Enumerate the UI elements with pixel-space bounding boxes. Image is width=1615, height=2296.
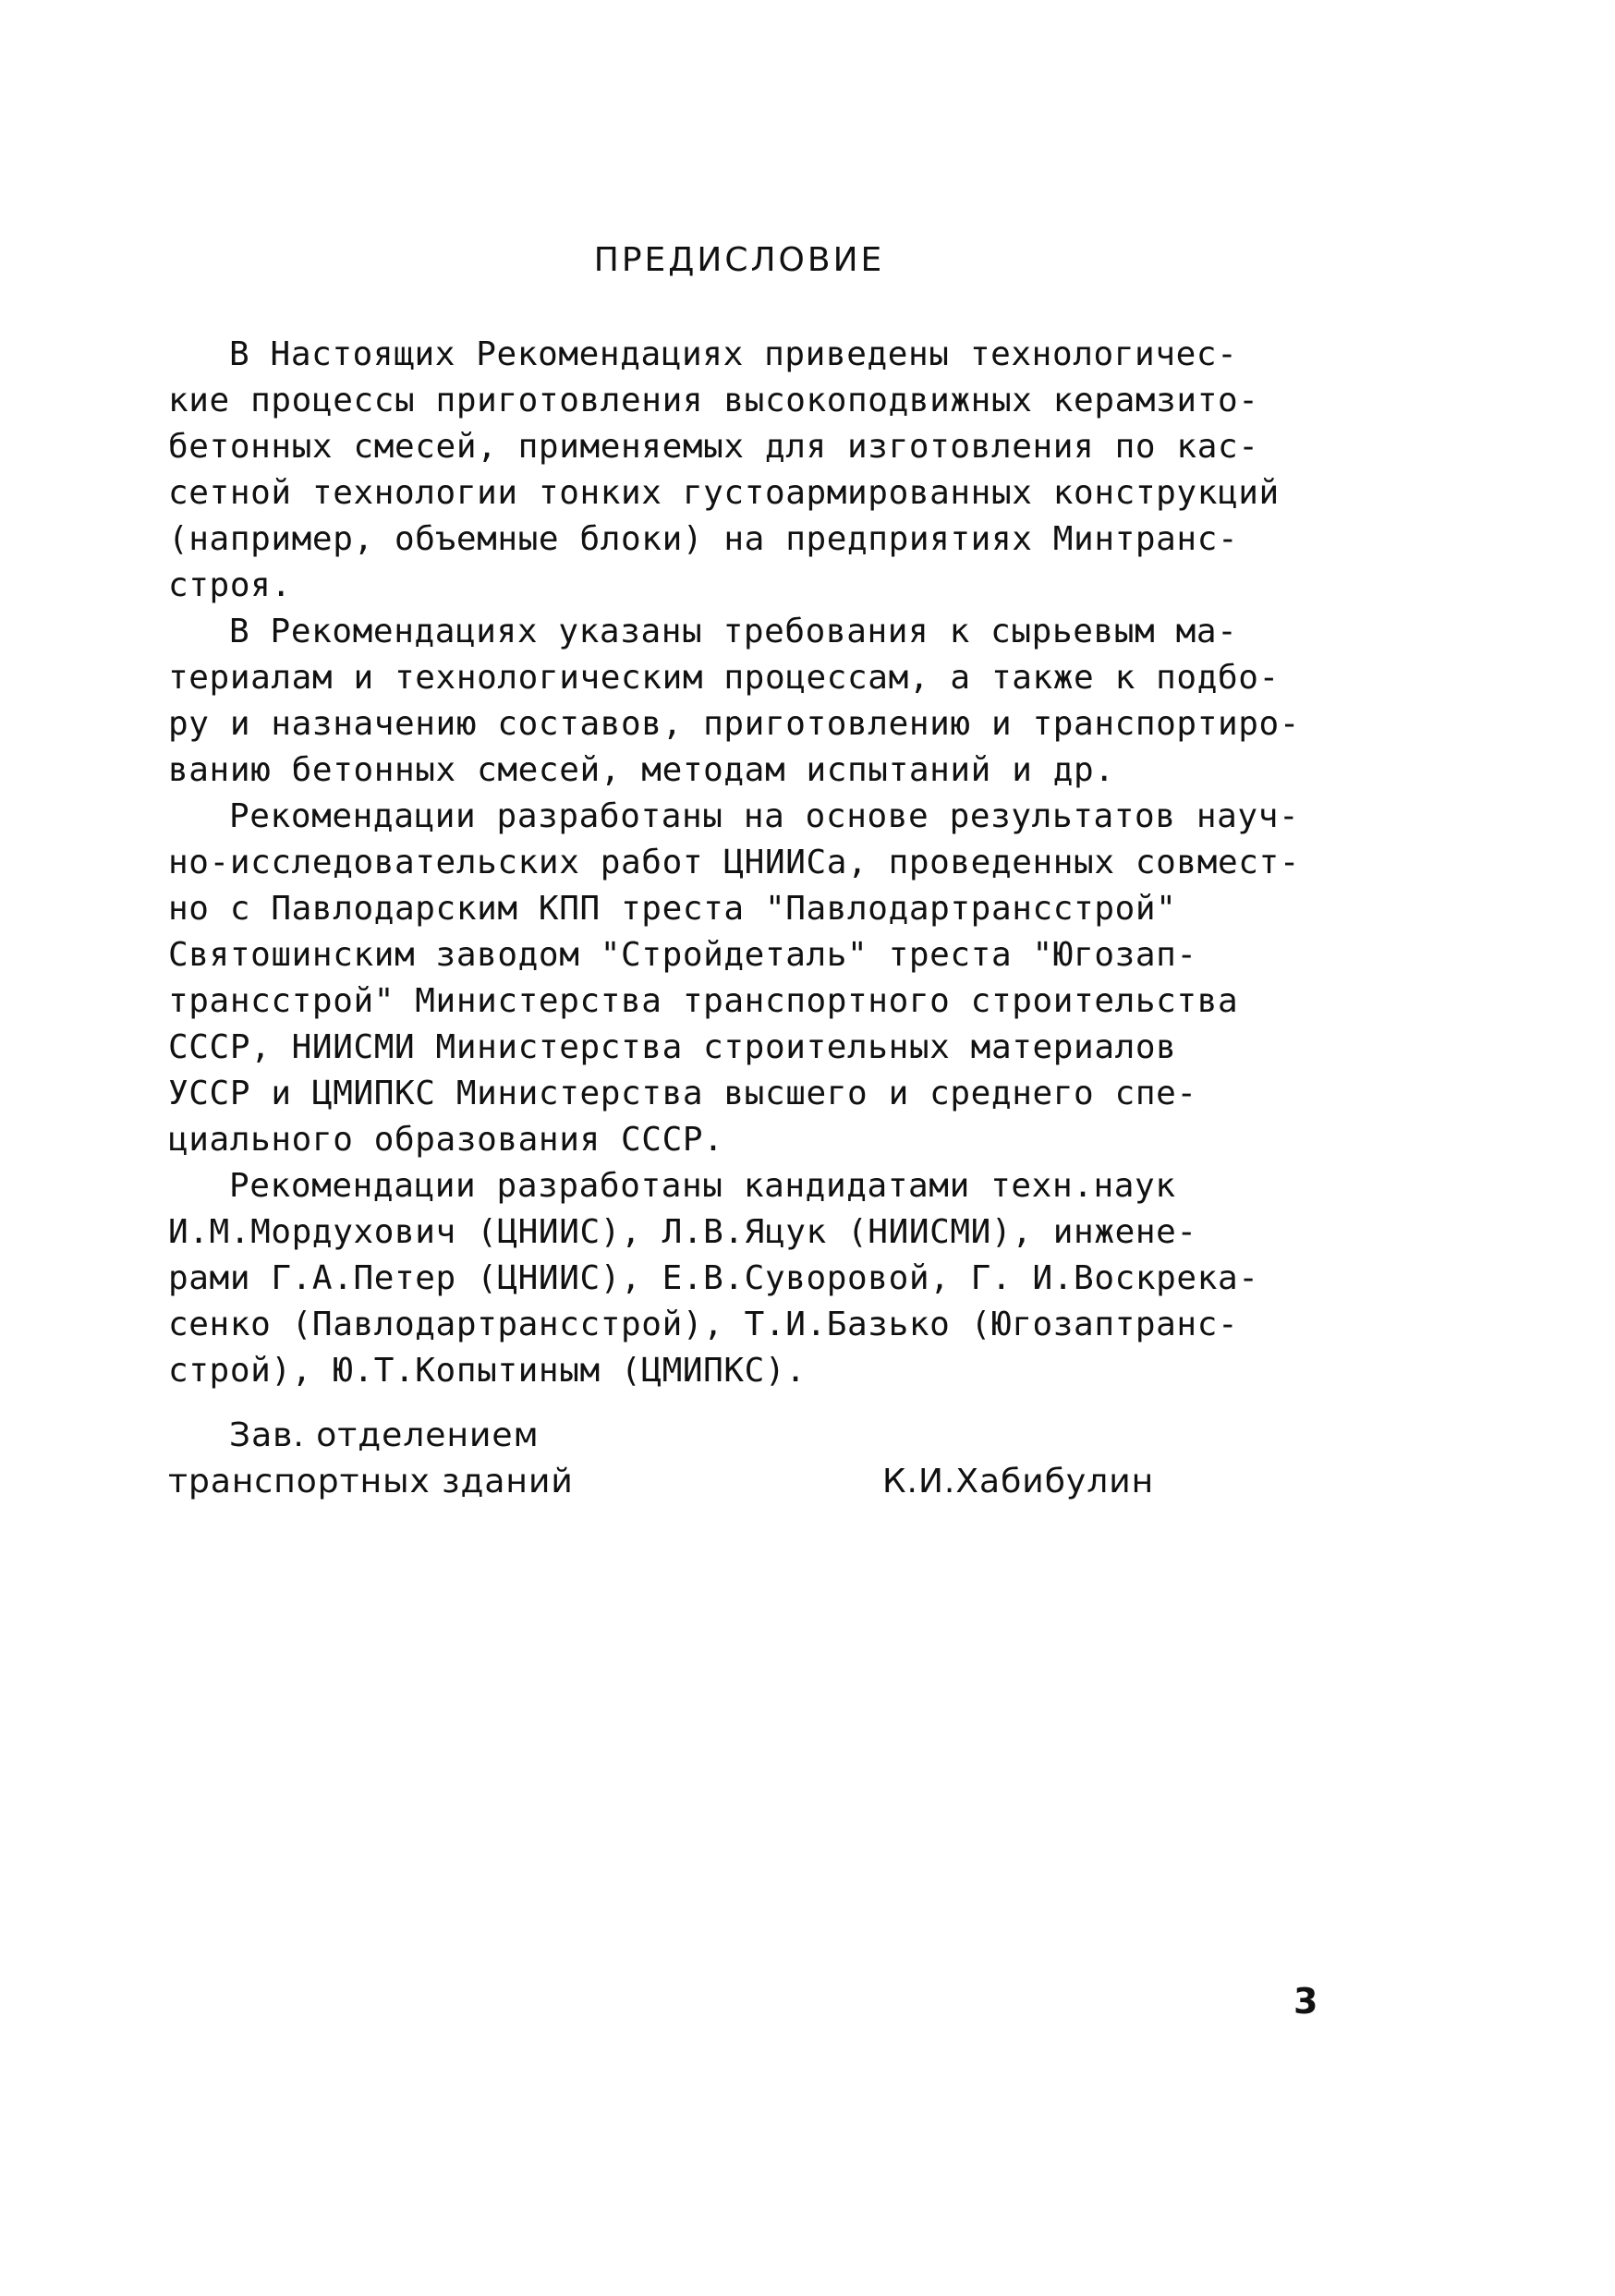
signature-name: К.И.Хабибулин (882, 1463, 1155, 1500)
text-line: циального образования СССР. (168, 1121, 724, 1159)
text-line: В Рекомендациях указаны требования к сырьевым ма- (229, 613, 1238, 650)
text-line: Рекомендации разработаны кандидатами техн.наук (229, 1167, 1176, 1205)
signature-position-line2: транспортных зданий (168, 1463, 574, 1500)
text-line: ру и назначению составов, приготовлению и транспортиро- (168, 705, 1301, 743)
text-line: сенко (Павлодартрансстрой), Т.И.Базько (Югозаптранс- (168, 1306, 1239, 1343)
text-line: Рекомендации разработаны на основе результатов науч- (229, 797, 1300, 835)
text-line: (например, объемные блоки) на предприятиях Минтранс- (168, 520, 1239, 558)
page-title: ПРЕДИСЛОВИЕ (593, 241, 885, 279)
text-line: кие процессы приготовления высокоподвижных керамзито- (168, 382, 1259, 419)
text-line: ванию бетонных смесей, методам испытаний и др. (168, 751, 1115, 789)
text-line: териалам и технологическим процессам, а также к подбо- (168, 659, 1280, 697)
text-line: бетонных смесей, применяемых для изготовления по кас- (168, 428, 1259, 466)
text-line: УССР и ЦМИПКС Министерства высшего и среднего спе- (168, 1075, 1197, 1112)
text-line: В Настоящих Рекомендациях приведены технологичес- (229, 335, 1238, 373)
text-line: строя. (168, 566, 292, 604)
text-line: сетной технологии тонких густоармированных конструкций (168, 474, 1280, 512)
text-line: СССР, НИИСМИ Министерства строительных материалов (168, 1028, 1177, 1066)
text-line: И.М.Мордухович (ЦНИИС), Л.В.Яцук (НИИСМИ), инжене- (168, 1213, 1197, 1251)
text-line: трансстрой" Министерства транспортного строительства (168, 982, 1239, 1020)
text-line: строй), Ю.Т.Копытиным (ЦМИПКС). (168, 1352, 807, 1390)
text-line: Святошинским заводом "Стройдеталь" треста "Югозап- (168, 936, 1197, 974)
text-line: но с Павлодарским КПП треста "Павлодартрансстрой" (168, 890, 1177, 928)
text-line: рами Г.А.Петер (ЦНИИС), Е.В.Суворовой, Г. И.Воскрека- (168, 1259, 1259, 1297)
page-number: 3 (1293, 1981, 1318, 2022)
signature-position-line1: Зав. отделением (229, 1416, 540, 1454)
text-line: но-исследовательских работ ЦНИИСа, проведенных совмест- (168, 844, 1301, 881)
